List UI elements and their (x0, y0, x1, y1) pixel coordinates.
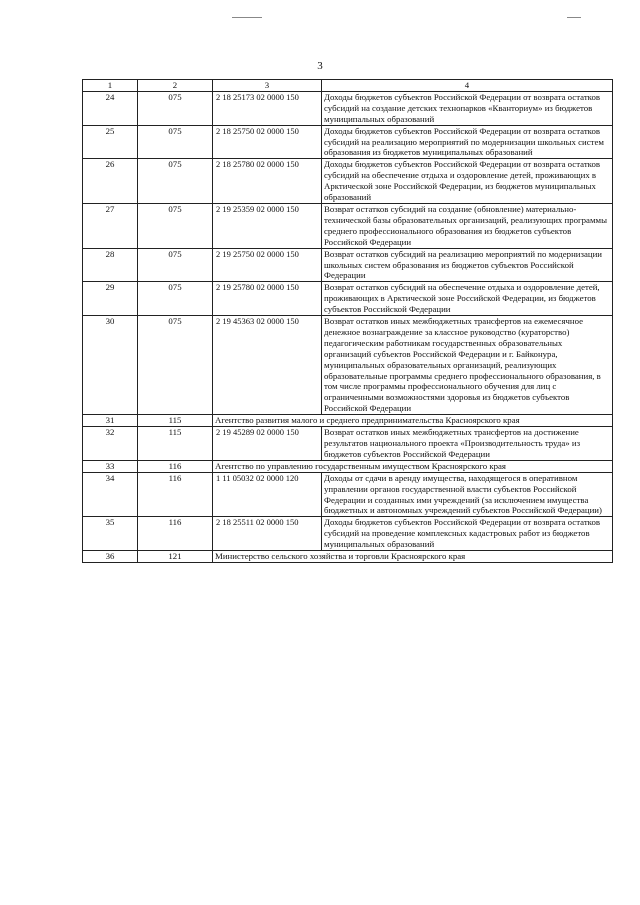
admin-code-cell: 075 (138, 248, 213, 282)
table-row (83, 125, 613, 159)
table-row (83, 282, 613, 316)
table-row (83, 427, 613, 461)
row-number-cell: 27 (83, 203, 138, 248)
row-number-cell: 36 (83, 551, 138, 563)
admin-code-cell: 075 (138, 159, 213, 204)
revenue-code-cell: 2 18 25780 02 0000 150 (213, 159, 322, 204)
admin-code-cell: 115 (138, 415, 213, 427)
revenue-code-cell: 2 18 25750 02 0000 150 (213, 125, 322, 159)
table-row (83, 203, 613, 248)
page-number: 3 (317, 60, 323, 72)
scan-artifact (232, 17, 262, 18)
table-row (83, 248, 613, 282)
table-row (83, 91, 613, 125)
admin-code-cell: 116 (138, 460, 213, 472)
scan-artifact (567, 17, 581, 18)
section-title-cell: Агентство по управлению государственным имуществом Красноярского края (213, 460, 613, 472)
table-row (83, 517, 613, 551)
table-header-row (83, 80, 613, 92)
column-header: 3 (213, 80, 322, 92)
revenue-code-cell: 2 18 25173 02 0000 150 (213, 91, 322, 125)
description-cell: Возврат остатков иных межбюджетных трансфертов на достижение результатов национального проекта «Производительность труда» из бюджетов субъектов Российской Федерации (322, 427, 613, 461)
description-cell: Возврат остатков субсидий на обеспечение отдыха и оздоровление детей, проживающих в Арктической зоне Российской Федерации, из бюджетов субъектов Российской Федерации (322, 282, 613, 316)
table-row (83, 159, 613, 204)
column-header: 1 (83, 80, 138, 92)
row-number-cell: 34 (83, 472, 138, 517)
revenue-code-cell: 2 19 45289 02 0000 150 (213, 427, 322, 461)
row-number-cell: 29 (83, 282, 138, 316)
revenue-code-cell: 2 19 25750 02 0000 150 (213, 248, 322, 282)
description-cell: Доходы бюджетов субъектов Российской Федерации от возврата остатков субсидий на проведение комплексных кадастровых работ из бюджетов муниципальных образований (322, 517, 613, 551)
table-row (83, 472, 613, 517)
section-row (83, 460, 613, 472)
admin-code-cell: 115 (138, 427, 213, 461)
admin-code-cell: 075 (138, 203, 213, 248)
admin-code-cell: 075 (138, 125, 213, 159)
revenue-code-cell: 2 19 25780 02 0000 150 (213, 282, 322, 316)
admin-code-cell: 116 (138, 472, 213, 517)
table-row (83, 316, 613, 415)
description-cell: Возврат остатков иных межбюджетных трансфертов на ежемесячное денежное вознаграждение за классное руководство (кураторство) педагогическим работникам государственных образовательных организаций субъектов Российской Федерации и г. Байконура, муниципальных образовательных организаций, реализующих образовательные программы среднего профессионального образования, в том числе программы профессионального обучения для лиц с ограниченными возможностями здоровья из бюджетов субъектов Российской Федерации (322, 316, 613, 415)
row-number-cell: 30 (83, 316, 138, 415)
admin-code-cell: 075 (138, 91, 213, 125)
revenue-code-cell: 1 11 05032 02 0000 120 (213, 472, 322, 517)
admin-code-cell: 075 (138, 316, 213, 415)
description-cell: Доходы от сдачи в аренду имущества, находящегося в оперативном управлении органов государственной власти субъектов Российской Федерации и созданных ими учреждений (за исключением имущества бюджетных и автономных учреждений субъектов Российской Федерации) (322, 472, 613, 517)
description-cell: Возврат остатков субсидий на реализацию мероприятий по модернизации школьных систем образования из бюджетов субъектов Российской Федерации (322, 248, 613, 282)
revenue-code-cell: 2 18 25511 02 0000 150 (213, 517, 322, 551)
row-number-cell: 31 (83, 415, 138, 427)
row-number-cell: 28 (83, 248, 138, 282)
column-header: 2 (138, 80, 213, 92)
row-number-cell: 26 (83, 159, 138, 204)
admin-code-cell: 116 (138, 517, 213, 551)
row-number-cell: 32 (83, 427, 138, 461)
revenue-code-cell: 2 19 25359 02 0000 150 (213, 203, 322, 248)
admin-code-cell: 121 (138, 551, 213, 563)
section-row (83, 415, 613, 427)
section-title-cell: Министерство сельского хозяйства и торговли Красноярского края (213, 551, 613, 563)
section-title-cell: Агентство развития малого и среднего предпринимательства Красноярского края (213, 415, 613, 427)
revenue-code-cell: 2 19 45363 02 0000 150 (213, 316, 322, 415)
description-cell: Возврат остатков субсидий на создание (обновление) материально-технической базы образовательных организаций, реализующих программы среднего профессионального образования из бюджетов субъектов Российской Федерации (322, 203, 613, 248)
row-number-cell: 33 (83, 460, 138, 472)
description-cell: Доходы бюджетов субъектов Российской Федерации от возврата остатков субсидий на реализацию мероприятий по модернизации школьных систем образования из бюджетов муниципальных образований (322, 125, 613, 159)
admin-code-cell: 075 (138, 282, 213, 316)
description-cell: Доходы бюджетов субъектов Российской Федерации от возврата остатков субсидий на создание детских технопарков «Кванториум» из бюджетов муниципальных образований (322, 91, 613, 125)
description-cell: Доходы бюджетов субъектов Российской Федерации от возврата остатков субсидий на обеспечение отдыха и оздоровление детей, проживающих в Арктической зоне Российской Федерации, из бюджетов муниципальных образований (322, 159, 613, 204)
row-number-cell: 24 (83, 91, 138, 125)
revenue-codes-table (82, 79, 613, 563)
column-header: 4 (322, 80, 613, 92)
row-number-cell: 25 (83, 125, 138, 159)
row-number-cell: 35 (83, 517, 138, 551)
section-row (83, 551, 613, 563)
